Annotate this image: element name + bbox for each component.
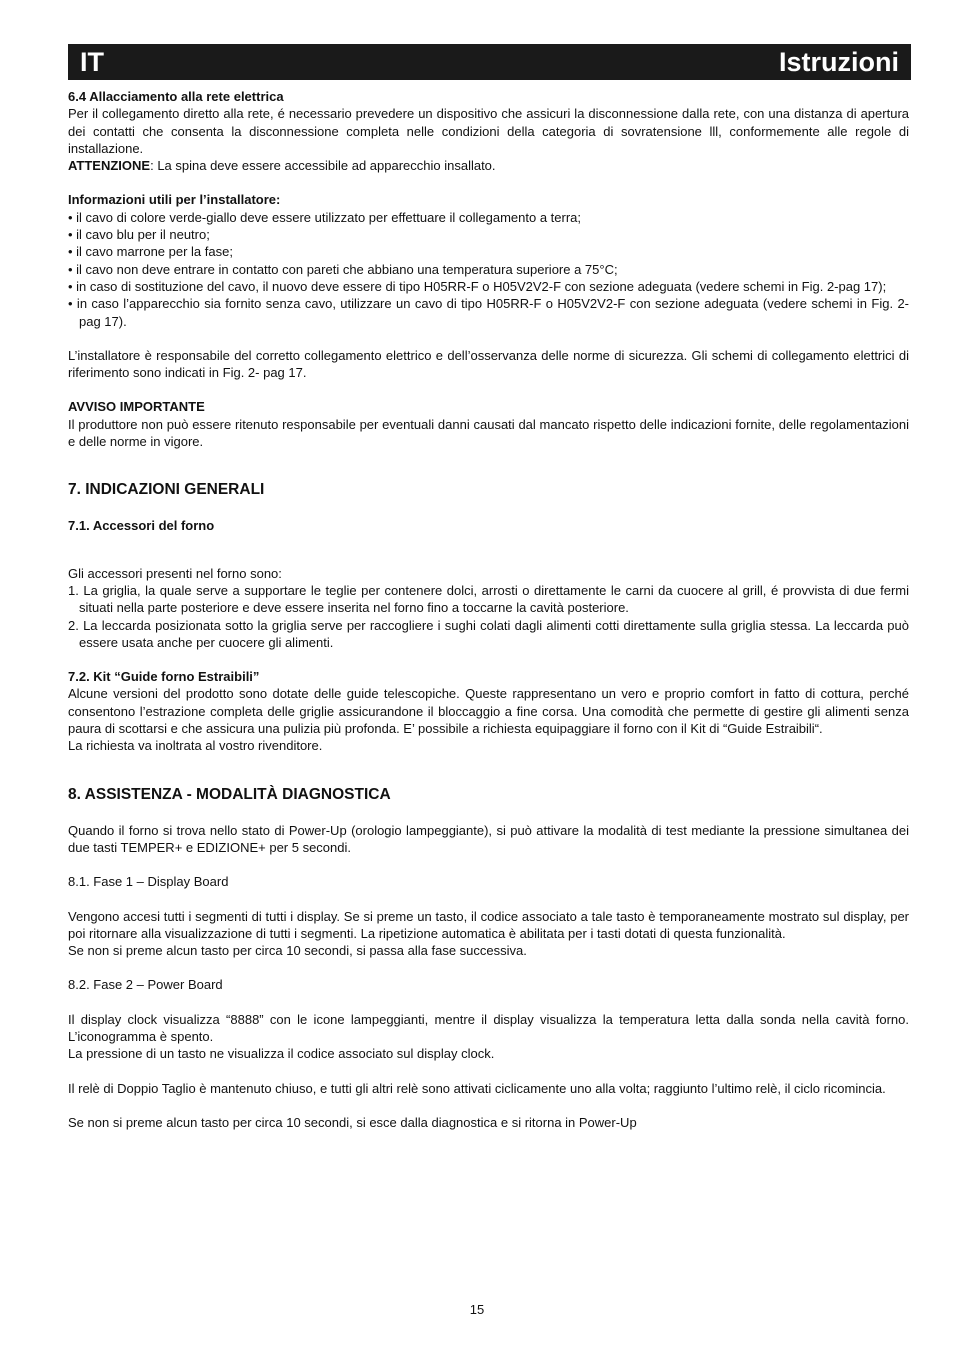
list-item: • il cavo non deve entrare in contatto con pareti che abbiano una temperatura superiore a 75°C; [68, 261, 618, 277]
phase-1-paragraph: Vengono accesi tutti i segmenti di tutti i display. Se si preme un tasto, il codice associato a tale tasto è temporaneamente mostrato sul display, per poi ritornare alla visualizzazione di tutti i segmenti. La ripetizione automatica è abilitata per i tasti dotati di questa funzionalità. [68, 908, 909, 941]
section-7-2-heading: 7.2. Kit “Guide forno Estraibili” [68, 669, 260, 685]
list-item: • il cavo di colore verde-giallo deve essere utilizzato per effettuare il collegamento a terra; [68, 209, 582, 225]
attention-label: ATTENZIONE [68, 158, 151, 174]
header-bar [68, 44, 911, 80]
attention-text: : La spina deve essere accessibile ad apparecchio insallato. [150, 158, 496, 174]
list-item: 2. La leccarda posizionata sotto la griglia serve per raccogliere i sughi colati dagli alimenti cotti direttamente sulla griglia stessa. La leccarda può essere usata anche per cuocere gli alimenti. [68, 617, 909, 650]
page-number: 15 [469, 1302, 485, 1317]
phase-2-relay-paragraph: Il relè di Doppio Taglio è mantenuto chiuso, e tutti gli altri relè sono attivati ciclicamente uno alla volta; raggiunto l’ultimo relè, il ciclo ricomincia. [68, 1080, 886, 1096]
kit-paragraph: Alcune versioni del prodotto sono dotate delle guide telescopiche. Queste rappresentano un vero e proprio comfort in fatto di cottura, perché consentono l’estrazione completa delle griglie assicurandone il bloccaggio a fine corsa. Una comodità che permette di gestire gli alimenti senza paura di scottarsi e che assicura una pulizia più profonda. E’ possibile a richiesta equipaggiare il forno con il Kit di “Guide Estraibili“. [68, 686, 909, 737]
page-title: Istruzioni [779, 47, 899, 77]
diagnostic-intro: Quando il forno si trova nello stato di Power-Up (orologio lampeggiante), si può attivare la modalità di test mediante la pressione simultanea dei due tasti TEMPER+ e EDIZIONE+ per 5 secondi. [68, 822, 909, 855]
phase-2-display-paragraph: Il display clock visualizza “8888” con le icone lampeggianti, mentre il display visualizza la temperatura letta dalla sonda nella cavità forno. L’iconogramma è spento. [68, 1011, 909, 1044]
section-7-heading: 7. INDICAZIONI GENERALI [68, 481, 265, 499]
kit-request-paragraph: La richiesta va inoltrata al vostro rivenditore. [68, 738, 323, 754]
phase-2-heading: 8.2. Fase 2 – Power Board [68, 977, 223, 993]
list-item: 1. La griglia, la quale serve a supportare le teglie per contenere dolci, arrosti o direttamente le carni da cuocere al grill, é provvista di due fermi situati nella parte posteriore e deve essere inserita nel forno fino a toccarne la cavità posteriore. [68, 582, 909, 616]
language-code: IT [80, 47, 104, 77]
section-7-1-heading: 7.1. Accessori del forno [68, 518, 215, 534]
phase-2-key-paragraph: La pressione di un tasto ne visualizza il codice associato sul display clock. [68, 1046, 495, 1062]
important-notice-heading: AVVISO IMPORTANTE [68, 399, 205, 415]
phase-1-heading: 8.1. Fase 1 – Display Board [68, 874, 229, 890]
phase-2-timeout-paragraph: Se non si preme alcun tasto per circa 10 secondi, si esce dalla diagnostica e si ritorna in Power-Up [68, 1114, 637, 1130]
attention-note [68, 157, 909, 174]
document-body [68, 88, 909, 1131]
installer-info-heading: Informazioni utili per l’installatore: [68, 192, 281, 208]
section-8-heading: 8. ASSISTENZA - MODALITÀ DIAGNOSTICA [68, 785, 391, 803]
list-item: • il cavo blu per il neutro; [68, 227, 210, 243]
list-item: • in caso l’apparecchio sia fornito senza cavo, utilizzare un cavo di tipo H05RR-F o H05V2V2-F con sezione adeguata (vedere schemi in Fig. 2-pag 17). [68, 296, 909, 329]
list-item: • il cavo marrone per la fase; [68, 244, 233, 260]
accessories-intro: Gli accessori presenti nel forno sono: [68, 565, 282, 581]
installer-responsibility-paragraph: L’installatore è responsabile del corretto collegamento elettrico e dell’osservanza delle norme di sicurezza. Gli schemi di collegamento elettrici di riferimento sono indicati in Fig. 2- pag 17. [68, 347, 909, 381]
list-item: • in caso di sostituzione del cavo, il nuovo deve essere di tipo H05RR-F o H05V2V2-F con sezione adeguata (vedere schemi in Fig. 2-pag 17); [68, 278, 887, 294]
important-notice-text: Il produttore non può essere ritenuto responsabile per eventuali danni causati dal mancato rispetto delle indicazioni fornite, delle regolamentazioni e delle norme in vigore. [68, 416, 909, 450]
connection-paragraph: Per il collegamento diretto alla rete, é necessario prevedere un dispositivo che assicuri la disconnessione dalla rete, con una distanza di apertura dei contatti che consenta la disconnessione completa nelle condizioni della categoria di sovratensione lll, conformemente alle regole di installazione. [68, 106, 909, 156]
phase-1-timeout-paragraph: Se non si preme alcun tasto per circa 10 secondi, si passa alla fase successiva. [68, 943, 527, 959]
section-6-4-heading: 6.4 Allacciamento alla rete elettrica [68, 89, 284, 104]
